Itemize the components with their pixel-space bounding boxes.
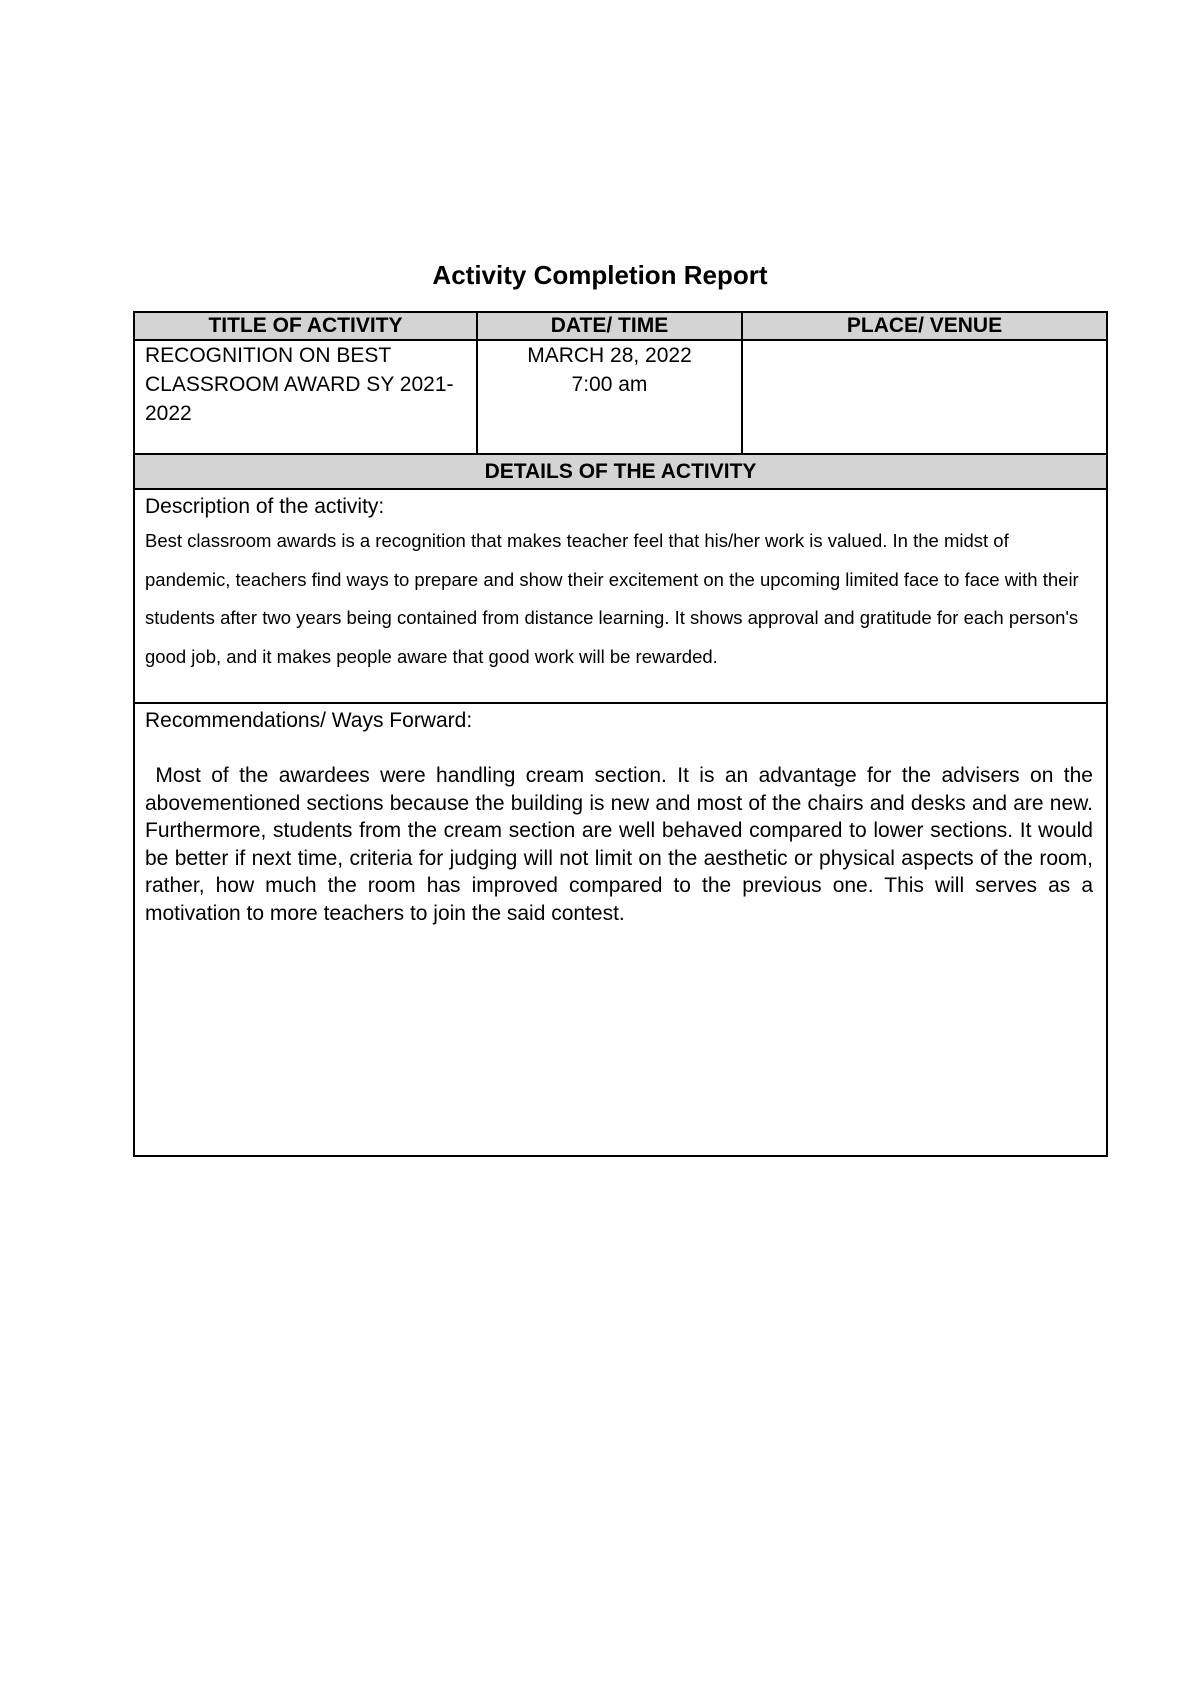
description-row bbox=[134, 489, 1107, 703]
activity-place-cell bbox=[742, 340, 1107, 454]
recommendations-label: Recommendations/ Ways Forward: bbox=[145, 709, 473, 732]
activity-title-cell bbox=[134, 340, 477, 454]
activity-date: MARCH 28, 2022 bbox=[527, 344, 692, 367]
description-text: Best classroom awards is a recognition that makes teacher feel that his/her work is valued. In the midst of pandemic, teachers find ways to prepare and show their excitement on the upcoming limited face to face with their students after two years being contained from distance learning. It shows approval and gratitude for each person's good job, and it makes people aware that good work will be rewarded. bbox=[145, 530, 1079, 667]
recommendations-text: Most of the awardees were handling cream section. It is an advantage for the advisers on the abovementioned sections because the building is new and most of the chairs and desks and are new. Furthermore, students from the cream section are well behaved compared to lower sections. It would be better if next time, criteria for judging will not limit on the aesthetic or physical aspects of the room, rather, how much the room has improved compared to the previous one. This will serves as a motivation to more teachers to join the said contest. bbox=[145, 764, 1099, 925]
description-cell bbox=[134, 489, 1107, 703]
activity-report-table bbox=[133, 311, 1108, 1157]
header-place-venue: PLACE/ VENUE bbox=[742, 312, 1107, 340]
details-header-row bbox=[134, 454, 1107, 489]
activity-row bbox=[134, 340, 1107, 454]
recommendations-cell bbox=[134, 703, 1107, 1156]
header-date-time: DATE/ TIME bbox=[477, 312, 742, 340]
recommendations-row bbox=[134, 703, 1107, 1156]
header-title-of-activity: TITLE OF ACTIVITY bbox=[134, 312, 477, 340]
activity-date-cell bbox=[477, 340, 742, 454]
report-title: Activity Completion Report bbox=[432, 260, 768, 290]
details-header: DETAILS OF THE ACTIVITY bbox=[134, 454, 1107, 489]
description-label: Description of the activity: bbox=[145, 495, 385, 518]
activity-time: 7:00 am bbox=[571, 373, 648, 396]
header-row bbox=[134, 312, 1107, 340]
activity-title: RECOGNITION ON BEST CLASSROOM AWARD SY 2021-2022 bbox=[145, 344, 454, 425]
